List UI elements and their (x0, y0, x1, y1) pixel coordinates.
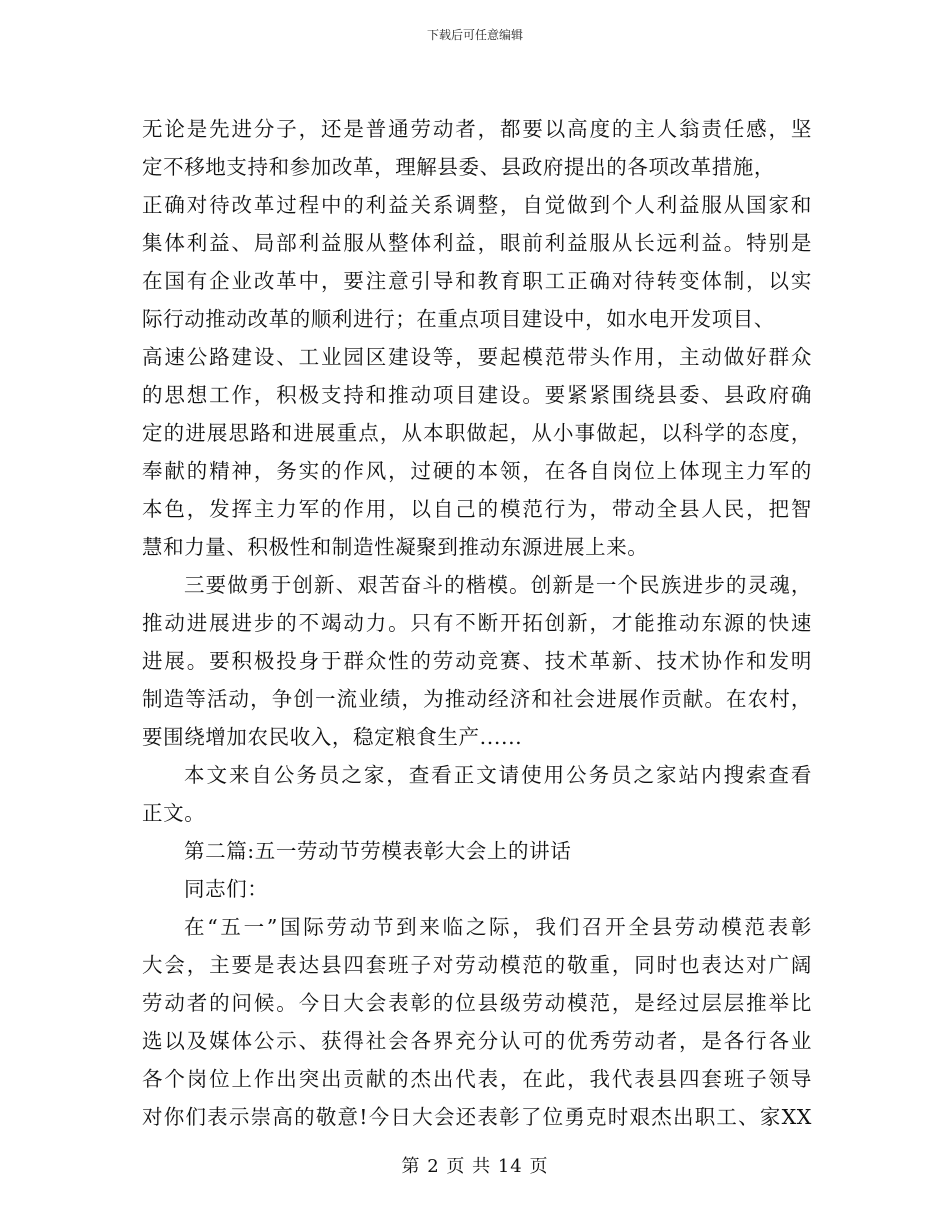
text-line: 要围绕增加农民收入，稳定粮食生产...... (142, 725, 523, 749)
text-line: 第二篇:五一劳动节劳模表彰大会上的讲话 (184, 839, 572, 863)
text-line: 定的进展思路和进展重点，从本职做起，从小事做起，以科学的态度， (142, 421, 812, 445)
text-line: 本色，发挥主力军的作用，以自己的模范行为，带动全县人民，把智 (142, 497, 812, 521)
text-line: 大会，主要是表达县四套班子对劳动模范的敬重，同时也表达对广阔 (142, 953, 812, 977)
text-line: 正文。 (142, 801, 206, 825)
text-line: 无论是先进分子，还是普通劳动者，都要以高度的主人翁责任感，坚 (142, 117, 812, 141)
text-line: 对你们表示崇高的敬意!今日大会还表彰了位勇克时艰杰出职工、家XX (142, 1105, 812, 1129)
text-line: 各个岗位上作出突出贡献的杰出代表，在此，我代表县四套班子领导 (142, 1067, 812, 1091)
text-line: 进展。要积极投身于群众性的劳动竞赛、技术革新、技术协作和发明 (142, 649, 812, 673)
text-line: 同志们： (184, 877, 269, 901)
text-line: 制造等活动，争创一流业绩，为推动经济和社会进展作贡献。在农村， (142, 687, 812, 711)
page-header: 下载后可任意编辑 (426, 28, 523, 42)
text-line: 本文来自公务员之家，查看正文请使用公务员之家站内搜索查看 (184, 763, 812, 787)
text-line: 三要做勇于创新、艰苦奋斗的楷模。创新是一个民族进步的灵魂， (184, 573, 812, 597)
text-line: 在国有企业改革中，要注意引导和教育职工正确对待转变体制，以实 (142, 269, 812, 293)
text-line: 集体利益、局部利益服从整体利益，眼前利益服从长远利益。特别是 (142, 231, 812, 255)
page-number: 第 2 页 共 14 页 (401, 1156, 549, 1177)
text-line: 选以及媒体公示、获得社会各界充分认可的优秀劳动者，是各行各业 (142, 1029, 812, 1053)
text-line: 定不移地支持和参加改革，理解县委、县政府提出的各项改革措施， (142, 155, 775, 179)
text-line: 奉献的精神，务实的作风，过硬的本领，在各自岗位上体现主力军的 (142, 459, 812, 483)
text-line: 劳动者的问候。今日大会表彰的位县级劳动模范，是经过层层推举比 (142, 991, 812, 1015)
text-line: 慧和力量、积极性和制造性凝聚到推动东源进展上来。 (142, 535, 649, 559)
text-line: 推动进展进步的不竭动力。只有不断开拓创新，才能推动东源的快速 (142, 611, 812, 635)
document-body (142, 110, 812, 1136)
text-line: 际行动推动改革的顺利进行；在重点项目建设中，如水电开发项目、 (142, 307, 775, 331)
text-line: 的思想工作，积极支持和推动项目建设。要紧紧围绕县委、县政府确 (142, 383, 812, 407)
text-line: 正确对待改革过程中的利益关系调整，自觉做到个人利益服从国家和 (142, 193, 812, 217)
text-line: 在“五一”国际劳动节到来临之际，我们召开全县劳动模范表彰 (184, 915, 812, 939)
text-line: 高速公路建设、工业园区建设等，要起模范带头作用，主动做好群众 (142, 345, 812, 369)
